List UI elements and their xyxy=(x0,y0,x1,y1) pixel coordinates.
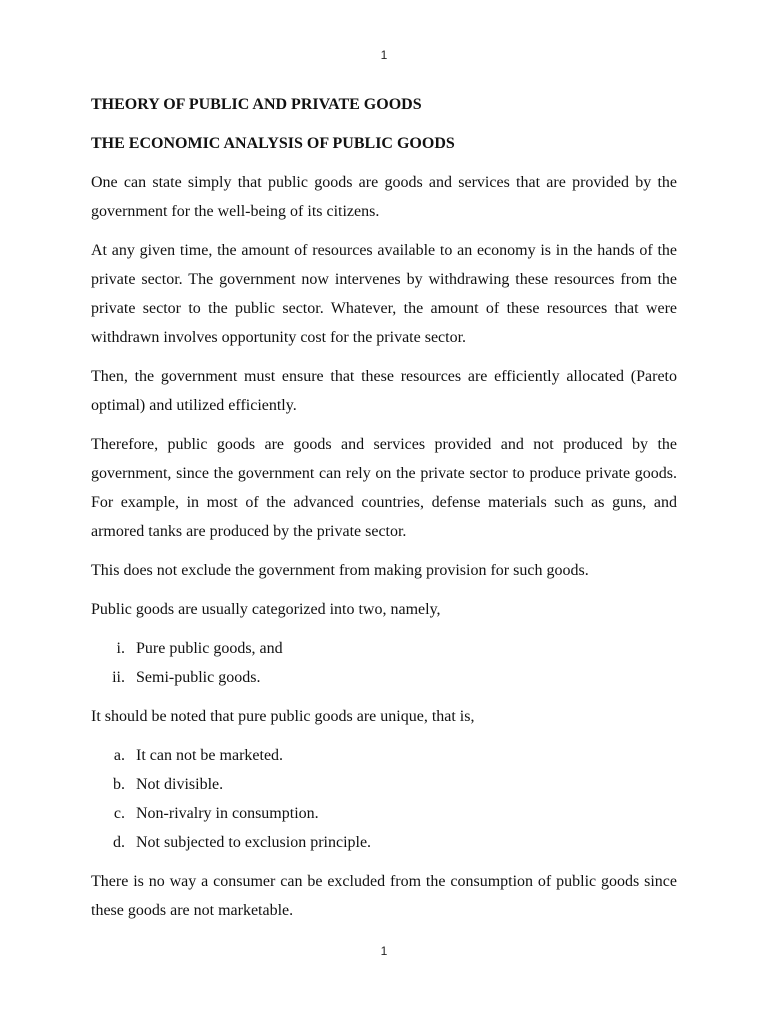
paragraph: There is no way a consumer can be excluded from the consumption of public goods since these goods are not marketable. xyxy=(91,873,677,919)
list-marker: b. xyxy=(113,776,125,793)
page-number-top: 1 xyxy=(380,48,388,62)
list-item-text: Non-rivalry in consumption. xyxy=(136,805,319,822)
paragraph: It should be noted that pure public goods are unique, that is, xyxy=(91,708,475,725)
list-item-text: It can not be marketed. xyxy=(136,747,284,764)
paragraph: One can state simply that public goods are goods and services that are provided by the government for the well-being of its citizens. xyxy=(91,174,677,220)
list-marker: c. xyxy=(113,805,125,822)
page-number-bottom: 1 xyxy=(380,944,388,958)
list-item xyxy=(91,799,677,828)
list-marker: i. xyxy=(116,640,125,657)
list-item xyxy=(91,828,677,857)
list-marker: ii. xyxy=(112,669,125,686)
list-item-text: Pure public goods, and xyxy=(136,640,283,657)
list-item xyxy=(91,770,677,799)
unique-points-list xyxy=(91,741,677,857)
list-item-text: Not divisible. xyxy=(136,776,224,793)
list-item xyxy=(91,741,677,770)
document-body xyxy=(91,90,677,935)
list-item xyxy=(91,663,677,692)
list-marker: d. xyxy=(113,834,125,851)
paragraph: Public goods are usually categorized into two, namely, xyxy=(91,601,441,618)
list-marker: a. xyxy=(113,747,125,764)
paragraph: At any given time, the amount of resources available to an economy is in the hands of the private sector. The government now intervenes by withdrawing these resources from the private sector to the public sector. Whatever, the amount of these resources that were withdrawn involves opportunity cost for the private sector. xyxy=(91,242,677,346)
list-item-text: Semi-public goods. xyxy=(136,669,261,686)
list-item-text: Not subjected to exclusion principle. xyxy=(136,834,372,851)
document-title: THEORY OF PUBLIC AND PRIVATE GOODS xyxy=(91,96,422,113)
categories-list xyxy=(91,634,677,692)
paragraph: This does not exclude the government from making provision for such goods. xyxy=(91,562,589,579)
list-item xyxy=(91,634,677,663)
section-heading: THE ECONOMIC ANALYSIS OF PUBLIC GOODS xyxy=(91,135,455,152)
paragraph: Then, the government must ensure that these resources are efficiently allocated (Pareto optimal) and utilized efficiently. xyxy=(91,368,677,414)
paragraph: Therefore, public goods are goods and services provided and not produced by the government, since the government can rely on the private sector to produce private goods. For example, in most of the advanced countries, defense materials such as guns, and armored tanks are produced by the private sector. xyxy=(91,436,677,540)
